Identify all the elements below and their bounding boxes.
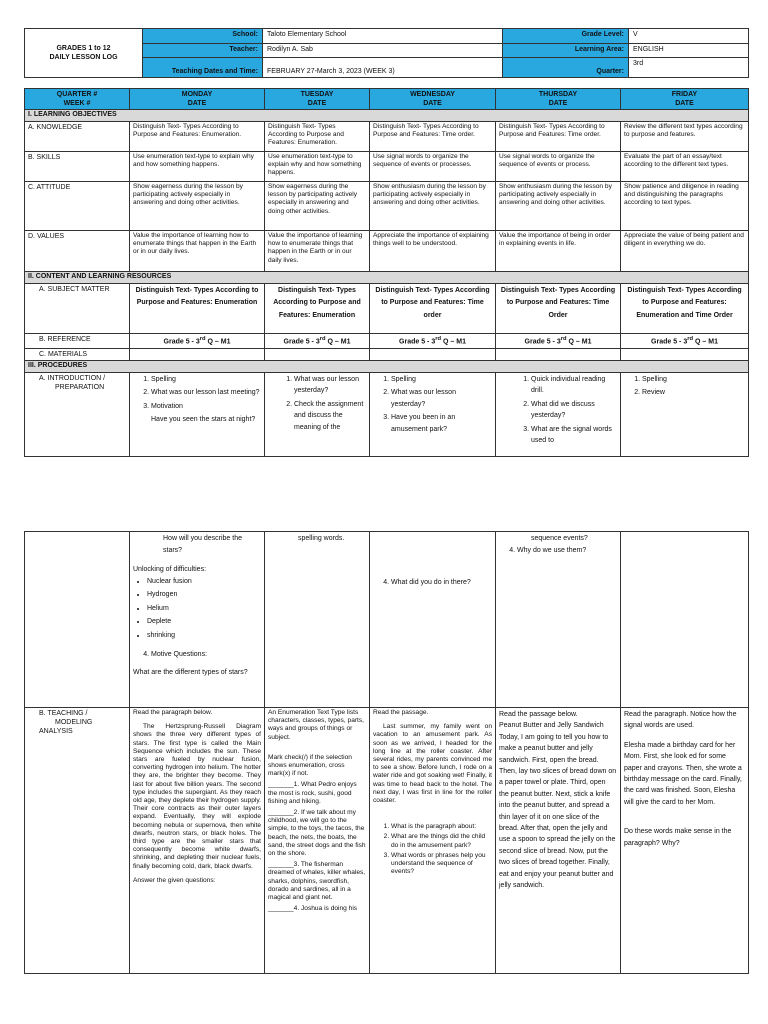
intro-thu-item: 1. Quick individual reading drill. xyxy=(531,374,617,397)
materials-label: C. MATERIALS xyxy=(25,348,130,360)
attitude-tue: Show eagerness during the lesson by participating actively especially in answering and doing other activities. xyxy=(265,182,370,231)
dates-value: FEBRUARY 27-March 3, 2023 (WEEK 3) xyxy=(263,58,503,78)
teaching-wed: Read the passage. Last summer, my family went on vacation to an amusement park. As soon as we arrived, I headed for the long line at the roller coaster. After several rides, my parents convinced me to see a show. Before lunch, I rode on a water ride and got soaking wet! Finally, it was time to head back to the hotel. The next day, I was first in line for the roller coaster. 1. What is the paragraph about: 2. What are the things did the child do in the amusement park? 3. What words or phrases help you understand the sequence of events? xyxy=(370,708,496,974)
intro-cont-tue: spelling words. xyxy=(265,532,370,708)
skills-thu: Use signal words to organize the sequence of events or process. xyxy=(496,152,621,182)
intro-cont-mon xyxy=(130,532,265,708)
knowledge-thu: Distinguish Text- Types According to Purpose and Features: Time order. xyxy=(496,122,621,152)
intro-continued-row xyxy=(25,532,749,708)
grade-value: V xyxy=(629,29,749,44)
values-thu: Value the importance of being in order in explaining events in life. xyxy=(496,231,621,272)
teaching-row xyxy=(25,708,749,974)
skills-mon: Use enumeration text-type to explain why and how something happens. xyxy=(130,152,265,182)
materials-row xyxy=(25,348,749,360)
knowledge-tue: Distinguish Text- Types According to Purpose and Features: Enumeration. xyxy=(265,122,370,152)
teaching-fri: Read the paragraph. Notice how the signal words are used. Elesha made a birthday card for her Mom. First, she look ed for some paper and crayons. Then, she wrote a birthday message on the card. Finally, the card was finished. Soon, Elesha will give the card to her Mom. Do these words make sense in the paragraph? Why? xyxy=(621,708,749,974)
teaching-thu: Read the passage below. Peanut Butter and Jelly Sandwich Today, I am going to tell you how to make a peanut butter and jelly sandwich. First, open the bread. Then, lay two slices of bread down on a paper towel or plate. Third, open the peanut butter. Next, stick a knife into the peanut butter, and spread a thin layer of it on one slice of the bread. After that, open the jelly and use a spoon to spread the jelly on the second slice of bread. Now, put the two slices of bread together. Finally, eat and enjoy your peanut butter and jelly sandwich. xyxy=(496,708,621,974)
motive-questions: 4. Motive Questions: xyxy=(151,649,261,661)
intro-cont-thu: sequence events? 4. Why do we use them? xyxy=(496,532,621,708)
materials-fri xyxy=(621,348,749,360)
subject-mon: Distinguish Text- Types According to Purpose and Features: Enumeration xyxy=(130,284,265,334)
skills-fri: Evaluate the part of an essay/text according to the different text types. xyxy=(621,152,749,182)
reference-mon: Grade 5 - 3rd Q – M1 xyxy=(130,334,265,349)
vocab-word: • Hydrogen xyxy=(147,589,261,601)
attitude-fri: Show patience and diligence in reading and distinguishing the paragraphs according to text types. xyxy=(621,182,749,231)
section-procedures: III. PROCEDURES xyxy=(25,360,749,372)
knowledge-mon: Distinguish Text- Types According to Purpose and Features: Enumeration. xyxy=(130,122,265,152)
grade-label: Grade Level: xyxy=(503,29,629,44)
day-header-row xyxy=(25,89,749,110)
subject-label: A. SUBJECT MATTER xyxy=(25,284,130,334)
values-wed: Appreciate the importance of explaining things well to be understood. xyxy=(370,231,496,272)
intro-cont-wed: 4. What did you do in there? xyxy=(370,532,496,708)
lesson-log-page-1 xyxy=(24,28,748,457)
birthday-card-paragraph: Elesha made a birthday card for her Mom. First, she look ed for some paper and crayons. Then, she wrote a birthday message on the card. Finally, the card was finished. Soon, Elesha will give the card to her Mom. xyxy=(624,741,742,806)
subject-tue: Distinguish Text- Types According to Purpose and Features: Enumeration xyxy=(265,284,370,334)
lesson-log-page-2 xyxy=(24,531,748,974)
teacher-value: Rodilyn A. Sab xyxy=(263,43,503,58)
intro-tue-item: 1. What was our lesson yesterday? xyxy=(294,374,366,397)
vocab-word: • Helium xyxy=(147,603,261,615)
skills-row xyxy=(25,152,749,182)
attitude-mon: Show eagerness during the lesson by participating actively especially in answering and doing other activities. xyxy=(130,182,265,231)
intro-tue xyxy=(265,372,370,456)
values-row xyxy=(25,231,749,272)
objectives-table xyxy=(24,88,749,457)
intro-wed xyxy=(370,372,496,456)
intro-mon-item: 2. What was our lesson last meeting? xyxy=(151,387,261,399)
quarter-week-header: QUARTER # WEEK # xyxy=(25,89,130,110)
star-paragraph: The Hertzsprung-Russell Diagram shows the three very different types of stars. The first type is called the Main Sequence which includes the sun. These stars are fueled by nuclear fusion, converting hydrogen into helium. The hotter they are, the brighter they become. They last for about five billion years. The second type includes the supergiant. As they reach old age, they deplete their hydrogen supply. Their core contracts as their outer layers expand. Eventually, they will explode becoming nebula or supernova, then white dwarfs, neutron stars, or black holes. The third type are the smaller stars that consequently become white dwarfs, shrinking, and depleting their nuclear fuels, finally becoming cold, dark, black dwarfs. xyxy=(133,723,261,870)
vocab-word: • Deplete xyxy=(147,616,261,628)
area-value: ENGLISH xyxy=(629,43,749,58)
reference-thu: Grade 5 - 3rd Q – M1 xyxy=(496,334,621,349)
intro-tue-item: 2. Check the assignment and discuss the meaning of the xyxy=(294,399,366,434)
subject-wed: Distinguish Text- Types According to Purpose and Features: Time order xyxy=(370,284,496,334)
intro-wed-item: 1. Spelling xyxy=(391,374,492,386)
teaching-tue: An Enumeration Text Type lists characters, classes, types, parts, ways and groups of things or subject. Mark check(/) if the selection shows enumeration, cross mark(x) if not. _______1. What Pedro enjoys the most is rock, sushi, good fishing and hiking. _______2. If we talk about my childhood, we will go to the simple, to the toys, the tacos, the beach, the nets, the boats, the sand, the street dogs and the fish on the shore. _______3. The fisherman dreamed of whales, killer whales, sharks, dolphins, swordfish, dorado and sardines, all in a magical and giant net. _______4. Joshua is doing his xyxy=(265,708,370,974)
subject-thu: Distinguish Text- Types According to Purpose and Features: Time Order xyxy=(496,284,621,334)
knowledge-wed: Distinguish Text- Types According to Purpose and Features: Time order. xyxy=(370,122,496,152)
materials-thu xyxy=(496,348,621,360)
reference-fri: Grade 5 - 3rd Q – M1 xyxy=(621,334,749,349)
intro-cont-fri xyxy=(621,532,749,708)
friday-header: FRIDAY DATE xyxy=(621,89,749,110)
subject-matter-row xyxy=(25,284,749,334)
amusement-park-passage: Last summer, my family went on vacation to an amusement park. As soon as we arrived, I headed for the long line at the roller coaster. After several rides, my parents convinced me to see a show. Before lunch, I rode on a water ride and got soaking wet! Finally, it was time to head back to the hotel. The next day, I was first in line for the roller coaster. xyxy=(373,723,492,805)
attitude-wed: Show enthusiasm during the lesson by participating actively especially in answering and doing other activities. xyxy=(370,182,496,231)
school-label: School: xyxy=(143,29,263,44)
intro-label: A. INTRODUCTION / PREPARATION xyxy=(25,372,130,456)
values-fri: Appreciate the value of being patient and diligent in everything we do. xyxy=(621,231,749,272)
intro-mon-question: Have you seen the stars at night? xyxy=(151,416,256,424)
wednesday-header: WEDNESDAY DATE xyxy=(370,89,496,110)
intro-mon-item: 1. Spelling xyxy=(151,374,261,386)
skills-tue: Use enumeration text-type to explain why and how something happens. xyxy=(265,152,370,182)
materials-mon xyxy=(130,348,265,360)
tuesday-header: TUESDAY DATE xyxy=(265,89,370,110)
intro-mon xyxy=(130,372,265,456)
attitude-row xyxy=(25,182,749,231)
values-label: D. VALUES xyxy=(25,231,130,272)
intro-mon-item: 3. Motivation xyxy=(151,401,261,413)
attitude-label: C. ATTITUDE xyxy=(25,182,130,231)
title-line-1: GRADES 1 to 12 xyxy=(56,45,111,52)
school-value: Taloto Elementary School xyxy=(263,29,503,44)
teacher-label: Teacher: xyxy=(143,43,263,58)
attitude-thu: Show enthusiasm during the lesson by participating actively especially in answering and doing other activities. xyxy=(496,182,621,231)
enumeration-item: _______1. What Pedro enjoys the most is rock, sushi, good fishing and hiking. xyxy=(268,781,357,805)
sandwich-passage: Peanut Butter and Jelly Sandwich Today, I am going to tell you how to make a peanut butter and jelly sandwich. First, open the bread. Then, lay two slices of bread down on a paper towel or plate. Third, open the peanut butter. Next, stick a knife into the peanut butter, and spread a thin layer of it on one slice of the bread. After that, open the jelly and use a spoon to spread the jelly on the second slice of bread. Now, put the two slices of bread together. Finally, eat and enjoy your peanut butter and jelly sandwich. xyxy=(499,722,617,890)
knowledge-label: A. KNOWLEDGE xyxy=(25,122,130,152)
values-mon: Value the importance of learning how to enumerate things that happen in the Earth or in our daily lives. xyxy=(130,231,265,272)
intro-row xyxy=(25,372,749,456)
intro-thu xyxy=(496,372,621,456)
dates-label: Teaching Dates and Time: xyxy=(143,58,263,78)
skills-wed: Use signal words to organize the sequence of events or processes. xyxy=(370,152,496,182)
title-line-2: DAILY LESSON LOG xyxy=(49,54,118,61)
reference-row xyxy=(25,334,749,349)
teaching-mon: Read the paragraph below. The Hertzsprung-Russell Diagram shows the three very different types of stars. The first type is called the Main Sequence which includes the sun. These stars are fueled by nuclear fusion, converting hydrogen into helium. The hotter they are, the brighter they become. They last for about five billion years. The second type includes the supergiant. As they reach old age, they deplete their hydrogen supply. Their core contracts as their outer layers expand. Eventually, they will explode becoming nebula or supernova, then white dwarfs, neutron stars, or black holes. The third type are the smaller stars that consequently become white dwarfs, shrinking, and depleting their nuclear fuels, finally becoming cold, dark, black dwarfs. Answer the given questions: xyxy=(130,708,265,974)
area-label: Learning Area: xyxy=(503,43,629,58)
quarter-label: Quarter: xyxy=(503,58,629,78)
monday-header: MONDAY DATE xyxy=(130,89,265,110)
procedures-continued-table xyxy=(24,531,749,974)
intro-wed-item: 2. What was our lesson yesterday? xyxy=(391,387,492,410)
reference-wed: Grade 5 - 3rd Q – M1 xyxy=(370,334,496,349)
quarter-value: 3rd xyxy=(629,58,749,78)
intro-fri xyxy=(621,372,749,456)
vocab-word: • Nuclear fusion xyxy=(147,576,261,588)
section-content: II. CONTENT AND LEARNING RESOURCES xyxy=(25,272,749,284)
thursday-header: THURSDAY DATE xyxy=(496,89,621,110)
reference-label: B. REFERENCE xyxy=(25,334,130,349)
star-types-question: What are the different types of stars? xyxy=(133,668,248,676)
knowledge-fri: Review the different text types according to purpose and features. xyxy=(621,122,749,152)
skills-label: B. SKILLS xyxy=(25,152,130,182)
log-title xyxy=(25,29,143,78)
unlocking-label: Unlocking of difficulties: xyxy=(133,566,207,573)
enumeration-item: _______4. Joshua is doing his xyxy=(268,905,358,913)
subject-fri: Distinguish Text- Types According to Purpose and Features: Enumeration and Time Order xyxy=(621,284,749,334)
vocab-word: • shrinking xyxy=(147,630,261,642)
values-tue: Value the importance of learning how to enumerate things that happen in the Earth or in our daily lives. xyxy=(265,231,370,272)
describe-stars-question: How will you describe the stars? xyxy=(163,535,242,554)
intro-fri-item: 2. Review xyxy=(642,387,745,399)
materials-tue xyxy=(265,348,370,360)
intro-thu-item: 3. What are the signal words used to xyxy=(531,424,617,447)
reference-tue: Grade 5 - 3rd Q – M1 xyxy=(265,334,370,349)
knowledge-row xyxy=(25,122,749,152)
enumeration-item: _______2. If we talk about my childhood, we will go to the simple, to the toys, the tacos, the beach, the nets, the boats, the sand, the street dogs and the fish on the shore. xyxy=(268,809,366,858)
intro-cont-label xyxy=(25,532,130,708)
enumeration-item: _______3. The fisherman dreamed of whales, killer whales, sharks, dolphins, swordfish, dorado and sardines, all in a magical and giant net. xyxy=(268,861,366,902)
header-table xyxy=(24,28,749,78)
section-objectives: I. LEARNING OBJECTIVES xyxy=(25,110,749,122)
materials-wed xyxy=(370,348,496,360)
intro-wed-item: 3. Have you been in an amusement park? xyxy=(391,412,492,435)
intro-thu-item: 2. What did we discuss yesterday? xyxy=(531,399,617,422)
intro-fri-item: 1. Spelling xyxy=(642,374,745,386)
teaching-label: B. TEACHING / MODELING ANALYSIS xyxy=(25,708,130,974)
